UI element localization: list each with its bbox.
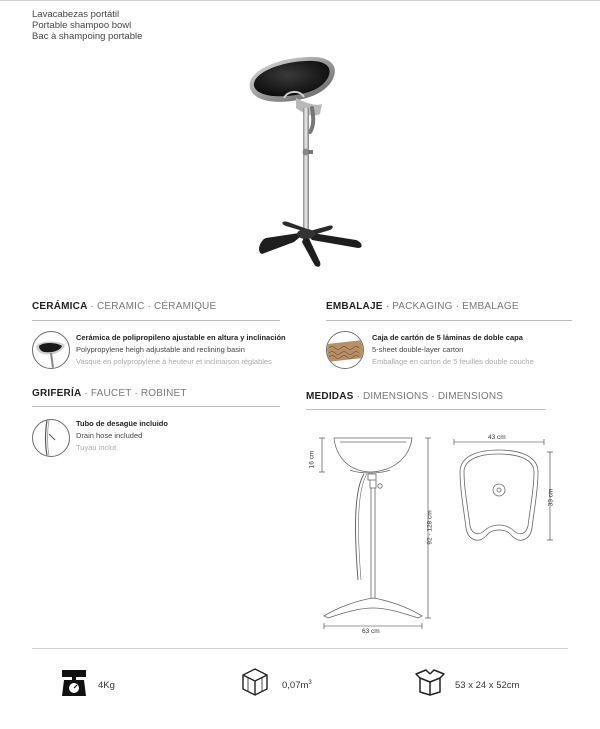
packaging-line-es: Caja de cartón de 5 láminas de doble capa: [372, 333, 523, 342]
volume-number: 0,07m: [282, 680, 309, 692]
ceramic-title-main: CERÁMICA: [32, 301, 88, 312]
dimensions-rule: [306, 409, 546, 410]
packaging-line-en: 5-sheet double-layer carton: [372, 345, 464, 354]
packaging-title-main: EMBALAJE: [326, 301, 383, 312]
packaging-description: [372, 332, 534, 368]
cube-volume-icon: [240, 667, 270, 697]
basin-thumbnail-icon: [32, 331, 70, 369]
volume-value: [282, 680, 312, 691]
weight-value: 4Kg: [98, 680, 115, 691]
ceramic-line-es: Cerámica de polipropileno ajustable en altura y inclinación: [76, 333, 286, 342]
product-image: [236, 52, 366, 270]
base-width-label: 63 cm: [362, 628, 380, 635]
open-box-icon: [414, 668, 446, 696]
carton-thumbnail-icon: [326, 331, 364, 369]
product-titles: [32, 9, 142, 42]
dimensions-title-rest: · DIMENSIONS · DIMENSIONS: [353, 391, 504, 402]
ceramic-line-fr: Vasque en polypropylène à heuteur et inclinaison réglables: [76, 357, 272, 366]
top-width-label: 43 cm: [488, 434, 506, 441]
faucet-title: [32, 388, 187, 399]
ceramic-title-rest: · CERAMIC · CÉRAMIQUE: [87, 301, 217, 312]
faucet-line-es: Tubo de desagüe incluido: [76, 419, 168, 428]
scale-icon: [60, 668, 88, 698]
drain-hose-icon: [32, 419, 70, 457]
volume-exponent: 3: [308, 680, 312, 686]
ceramic-line-en: Polypropylene heigh adjustable and reclining basin: [76, 345, 245, 354]
faucet-title-main: GRIFERÍA: [32, 388, 82, 399]
dimensions-title-main: MEDIDAS: [306, 391, 354, 402]
faucet-line-fr: Tuyau inclut: [76, 443, 117, 452]
bottom-rule: [32, 648, 568, 649]
faucet-description: [76, 418, 168, 454]
packaging-rule: [326, 320, 572, 321]
title-en: Portable shampoo bowl: [32, 20, 132, 31]
title-es: Lavacabezas portátil: [32, 9, 120, 20]
top-depth-label: 33 cm: [547, 488, 555, 507]
dimensions-title: [306, 391, 503, 402]
ceramic-title: [32, 301, 216, 312]
packaging-title: [326, 301, 519, 312]
box-size-value: 53 x 24 x 52cm: [455, 680, 520, 691]
packaging-line-fr: Emballage en carton de 5 feuilles double couche: [372, 357, 534, 366]
bowl-height-label: 16 cm: [308, 450, 316, 469]
title-fr: Bac à shampoing portable: [32, 31, 143, 42]
total-height-label: 92 - 128 cm: [426, 510, 434, 545]
faucet-title-rest: · FAUCET · ROBINET: [81, 388, 187, 399]
ceramic-rule: [32, 320, 280, 321]
faucet-line-en: Drain hose included: [76, 431, 143, 440]
top-rule: [0, 0, 600, 1]
faucet-rule: [32, 406, 280, 407]
packaging-title-rest: · PACKAGING · EMBALAGE: [382, 301, 519, 312]
ceramic-description: [76, 332, 286, 368]
